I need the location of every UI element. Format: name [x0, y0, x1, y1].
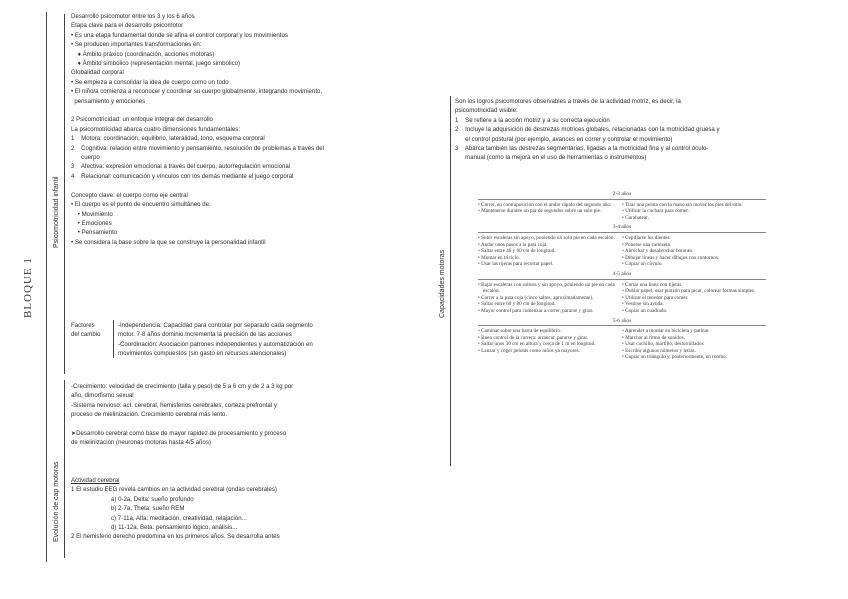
table-item	[478, 341, 616, 348]
bullet-icon: •	[478, 341, 482, 348]
right-text-block	[455, 97, 825, 163]
left-text-line: • El niño/a comienza a reconocer y coordinar su cuerpo globalmente, integrando movimiento,	[71, 88, 323, 96]
left-text-line: 4 Relacional: comunicación y vínculos con los demás mediante el juego corporal	[71, 172, 294, 180]
left-text-line: ♦ Ámbito simbólico (representación mental, juego simbólico)	[71, 60, 241, 68]
bullet-icon: •	[622, 301, 626, 308]
left-text-line: 1 Motora: coordinación, equilibrio, lateralidad, tono, esquema corporal	[71, 135, 265, 143]
left-text-line: • Se producen importantes transformaciones en:	[71, 41, 202, 49]
table-item	[622, 348, 760, 355]
table-item-text: Cepillarse los dientes.	[625, 234, 671, 241]
bullet-icon: •	[622, 248, 625, 255]
table-row	[478, 235, 766, 268]
right-text-line: Son los logros psicomotores observables a través de la actividad motriz, es decir, la	[455, 98, 681, 105]
table-item	[478, 295, 616, 302]
left-text-line: • Se empieza a consolidar la idea de cuerpo como un todo	[71, 78, 229, 86]
table-item-text: Mantenerse durante un par de segundos sobre un solo pie.	[481, 208, 602, 215]
table-item-text: Mayor control para comenzar a correr, pararse y girar.	[481, 307, 594, 314]
factores-text	[118, 321, 418, 359]
table-item-text: Copiar un círculo.	[625, 261, 663, 268]
right-text-line: 1 Se refiere a la acción motriz y a su correcta ejecución	[455, 116, 610, 124]
left-text-line: Desarrollo psicomotor entre los 3 y los 6 años	[71, 13, 195, 20]
factores-label-line1: Factores	[71, 322, 95, 329]
table-item-text: Saltar unos 30 cm en altura y cerca de 1 m en longitud.	[481, 341, 596, 348]
bullet-icon: •	[478, 328, 482, 335]
evolucion-text-line: -Sistema nervioso: act. cerebral, hemisferios cerebrales, corteza prefrontal y	[71, 401, 277, 409]
left-text-line	[71, 181, 431, 190]
actividad-outro: 2 El hemisferio derecho predomina en los primeros años. Se desarrolla antes	[71, 533, 280, 541]
table-item-text: Correr, en contraposición con el andar rápido del segundo año.	[481, 201, 612, 208]
bullet-icon: •	[622, 307, 626, 314]
bullet-icon: •	[622, 201, 626, 208]
table-item-text: Utilizar la cuchara para comer.	[625, 208, 689, 215]
table-column-right	[622, 202, 766, 222]
table-column-left	[478, 328, 622, 361]
bullet-icon: •	[622, 254, 626, 261]
table-item	[622, 215, 760, 222]
table-item	[622, 301, 760, 308]
bullet-icon: •	[478, 347, 482, 354]
right-text-line: el control postural (por ejemplo, avances en correr y controlar el movimiento)	[455, 135, 673, 143]
left-text-line: pensamiento y emociones	[71, 97, 146, 105]
table-item-text: Vestirse sin ayuda.	[625, 301, 664, 308]
table-divider	[478, 325, 766, 326]
bullet-icon: •	[622, 354, 626, 361]
table-item	[478, 242, 616, 249]
table-age-header: 2-3 años	[612, 191, 632, 197]
right-text-line: 2 Incluye la adquisición de destrezas motrices globales, relacionadas con la motricidad gruesa y	[455, 126, 720, 134]
table-item-text: Utilizar el tenedor para comer.	[625, 294, 689, 301]
table-item	[478, 248, 616, 255]
table-item	[622, 208, 760, 215]
table-item-text: Buen control de la carrera: arrancar, pararse y girar.	[481, 334, 589, 341]
table-age-header: 5-6 años	[612, 317, 632, 324]
table-item	[478, 301, 616, 308]
left-text-line: • Movimiento	[71, 210, 113, 218]
right-text-line: psicomotricidad visible:	[455, 107, 518, 115]
table-item	[622, 202, 760, 209]
section-rule-psicomotricidad	[64, 14, 65, 374]
table-item	[622, 255, 760, 262]
bullet-icon: •	[622, 234, 626, 241]
bullet-icon: •	[622, 334, 626, 341]
evolucion-text-line	[71, 448, 411, 457]
actividad-item: d) 11-12a, Beta: pensamiento lógico, análisis...	[111, 524, 238, 532]
bullet-icon: •	[478, 301, 482, 308]
table-item	[622, 354, 760, 361]
table-item-text: Saltar entre 40 y 60 cm de longitud.	[481, 248, 556, 255]
table-item	[622, 328, 760, 335]
table-divider	[478, 199, 766, 200]
table-item	[478, 261, 616, 268]
factores-line: -Independencia: Capacidad para controlar por separado cada segmento	[118, 322, 313, 329]
evolucion-text-line: -Crecimiento: velocidad de crecimiento (talla y peso) de 5 a 6 cm y de 2 a 3 kg por	[71, 383, 294, 390]
actividad-item: c) 7-11a, Alfa: meditación, creatividad, relajación...	[111, 514, 247, 522]
section-label-capacidades: Capacidades motoras	[439, 249, 446, 318]
bullet-icon: •	[622, 214, 626, 221]
left-text-line: cuerpo	[71, 154, 100, 162]
bullet-icon: •	[622, 208, 626, 215]
bullet-icon: •	[478, 254, 482, 261]
factores-label	[71, 321, 111, 340]
evolucion-text-line: año, dimorfismo sexual	[71, 392, 134, 400]
bullet-icon: •	[622, 261, 626, 268]
table-item-text: Subir escaleras sin apoyo, poniendo un solo pie en cada escalón.	[481, 234, 615, 241]
evolucion-text-line: proceso de mielinización. Crecimiento cerebral más lento.	[71, 411, 228, 419]
table-item	[478, 208, 616, 215]
table-item	[478, 308, 616, 315]
table-item-text: Abrochar y desabrochar botones.	[624, 248, 694, 255]
table-item-text: Aprender a montar en bicicleta y patinar.	[624, 328, 710, 335]
table-item-text: Usar cuchillo, martillo, destornillador.	[625, 341, 705, 348]
bullet-icon: •	[478, 294, 482, 301]
table-item	[622, 242, 760, 249]
bullet-icon: •	[622, 288, 626, 295]
factores-line: -Coordinación: Asociación patrones independientes y automatización en	[118, 340, 313, 348]
table-column-left	[478, 202, 622, 222]
bullet-icon: •	[622, 241, 626, 248]
table-row	[478, 202, 766, 222]
table-item-text: Ponerse una camiseta.	[625, 241, 672, 248]
left-text-line: ♦ Ámbito práxico (coordinación, acciones motoras)	[71, 50, 215, 58]
bullet-icon: •	[478, 248, 482, 255]
table-item	[478, 255, 616, 262]
actividad-intro: 1 El estudio EEG revela cambios en la actividad cerebral (ondas cerebrales)	[71, 486, 277, 494]
bullet-icon: •	[478, 241, 481, 248]
actividad-title: Actividad cerebral	[71, 477, 120, 484]
left-text-line: 2 Cognitiva: relación entre movimiento y pensamiento, resolución de problemas a través del	[71, 144, 325, 152]
table-item-text: Saltar entre 60 y 80 cm de longitud.	[481, 301, 556, 308]
table-item	[478, 282, 616, 295]
actividad-block	[71, 476, 411, 542]
table-column-right	[622, 235, 766, 268]
evolucion-text-line	[71, 420, 411, 429]
table-column-right	[622, 282, 766, 315]
table-item-text: Copiar un cuadrado.	[625, 307, 668, 314]
right-text-line: manual (como la mejora en el uso de herramientas o instrumentos)	[455, 154, 647, 162]
table-item-text: Montar en triciclo.	[481, 254, 520, 261]
left-text-line: Etapa clave para el desarrollo psicomotor	[71, 22, 184, 30]
section-rule-capacidades	[450, 96, 451, 466]
table-item-text: Caminar sobre una barra de equilibrio.	[481, 328, 562, 335]
left-text-line: • Emociones	[71, 219, 112, 227]
bullet-icon: •	[622, 281, 626, 288]
factores-line: movimientos compuestos (sin gasto en recursos atencionales)	[118, 350, 287, 358]
section-label-evolucion: Evolución de cap motoras	[53, 461, 60, 542]
table-item	[622, 335, 760, 342]
table-item	[622, 248, 760, 255]
table-divider	[478, 232, 766, 233]
bloque-label: BLOQUE 1	[22, 257, 34, 318]
bullet-icon: •	[622, 341, 626, 348]
table-item	[478, 348, 616, 355]
evolucion-text-line: de mielinización (neuronas motoras hasta 4/5 años)	[71, 439, 211, 447]
table-item-text: Marchar al ritmo de sonidos.	[625, 334, 685, 341]
bullet-icon: •	[478, 261, 482, 268]
factores-line: motor. 7-8 años dominio.Incrementa la precisión de las acciones	[118, 331, 292, 339]
factores-label-line2: del cambio	[71, 331, 101, 339]
table-item	[478, 328, 616, 335]
left-text-line: • Se considera la base sobre la que se construye la personalidad infantil	[71, 238, 266, 246]
table-column-left	[478, 282, 622, 315]
table-age-header: 4-5 años	[612, 270, 632, 277]
table-item-text: Lanzar y coger pelotas como niños ya mayores.	[481, 347, 580, 354]
table-item-text: Tirar una pelota con la mano sin mover los pies del sitio.	[625, 201, 743, 208]
bullet-icon: •	[478, 281, 482, 288]
left-text-line: 2 Psicomotricidad: un enfoque integral del desarrollo	[71, 116, 213, 124]
bloque-rule	[46, 12, 47, 562]
table-item-text: Andar unos pasos a la pata coja.	[480, 241, 548, 248]
left-text-line: • El cuerpo es el punto de encuentro simultáneo de:	[71, 201, 211, 209]
table-item	[622, 261, 760, 268]
bullet-icon: •	[478, 201, 482, 208]
table-item-text: Garabatear.	[625, 214, 649, 221]
evolucion-text-block	[71, 382, 411, 457]
left-text-line: Concepto clave: el cuerpo como eje central	[71, 191, 188, 199]
table-item-text: Escribir algunos números y letras.	[625, 347, 696, 354]
bullet-icon: •	[478, 307, 482, 314]
table-item	[622, 235, 760, 242]
bullet-icon: •	[478, 234, 482, 241]
left-text-line: • Es una etapa fundamental donde se afina el control corporal y los movimientos	[71, 31, 288, 39]
motor-milestones-table	[478, 188, 766, 361]
table-item	[478, 235, 616, 242]
table-item	[478, 202, 616, 209]
section-rule-evolucion	[64, 380, 65, 558]
table-row	[478, 282, 766, 315]
actividad-item: a) 0-2a, Delta: sueño profundo	[111, 495, 194, 503]
table-item	[622, 295, 760, 302]
table-item	[478, 335, 616, 342]
table-item-text: Copiar un triángulo y, posteriormente, un rombo.	[625, 354, 727, 361]
table-item	[622, 341, 760, 348]
table-item-text: Correr a la pata coja (cinco saltos, aproximadamente).	[481, 294, 594, 301]
actividad-item: b) 2-7a, Theta: sueño REM	[111, 505, 185, 513]
table-column-right	[622, 328, 766, 361]
bullet-icon: •	[622, 294, 626, 301]
bullet-icon: •	[622, 328, 625, 335]
table-item-text: Cortar una línea con tijeras.	[625, 281, 683, 288]
left-text-line: La psicomotricidad abarca cuatro dimensiones fundamentales:	[71, 125, 241, 133]
left-text-line	[71, 106, 431, 115]
left-text-line: Globalidad corporal	[71, 69, 124, 77]
left-text-block	[71, 12, 431, 247]
bullet-icon: •	[622, 347, 626, 354]
bullet-icon: •	[478, 208, 482, 215]
section-label-psicomotricidad: Psicomotricidad infantil	[53, 176, 60, 248]
table-column-left	[478, 235, 622, 268]
table-divider	[478, 279, 766, 280]
left-text-line: • Pensamiento	[71, 229, 118, 237]
table-item	[622, 308, 760, 315]
table-row	[478, 328, 766, 361]
bullet-icon: •	[478, 334, 482, 341]
right-text-line: 3 Abarca también las destrezas segmentarias, ligadas a la motricidad fina y al control óculo-	[455, 145, 709, 153]
evolucion-text-line: ➤Desarrollo cerebral como base de mayor rapidez de procesamiento y proceso	[71, 430, 287, 438]
table-item-text: Usar las tijeras para recortar papel.	[481, 261, 554, 268]
table-item-text: Dibujar líneas y hacer dibujos con contornos.	[625, 254, 720, 261]
table-item	[622, 288, 760, 295]
table-item-text: Doblar papel, usar punzón para picar, colorear formas simples.	[625, 288, 756, 295]
left-text-line: 3 Afectiva: expresión emocional a través del cuerpo, autorregulación emocional	[71, 163, 291, 171]
table-item-text: Bajar escaleras con soltura y sin apoyo, poniendo un pie en cada escalón.	[481, 281, 615, 295]
table-age-header: 3-4 años	[612, 224, 632, 231]
factores-rule	[113, 320, 114, 358]
